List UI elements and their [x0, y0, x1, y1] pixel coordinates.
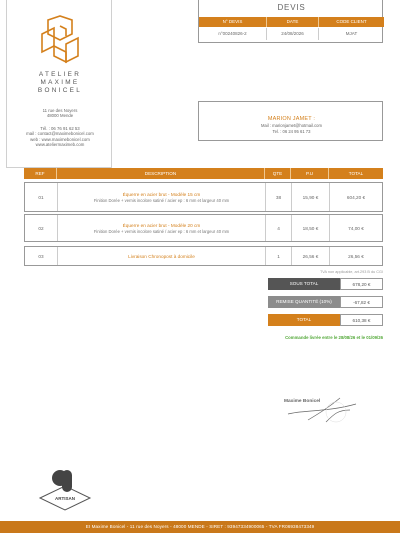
total-value: 610,38 €	[340, 314, 383, 326]
devis-header-number: N° DEVIS	[199, 17, 267, 27]
col-description: DESCRIPTION	[57, 168, 265, 179]
signature-icon	[278, 392, 362, 428]
col-total: TOTAL	[348, 171, 364, 176]
row-total: 26,56 €	[348, 253, 364, 259]
total-row	[268, 314, 383, 326]
col-qte: QTE	[265, 168, 291, 179]
table-row	[24, 246, 383, 266]
row-description	[58, 215, 266, 241]
total-label: TOTAL	[268, 314, 340, 326]
devis-header-row	[199, 17, 384, 27]
signature-name: Maxime Bonicel	[284, 399, 321, 404]
row-subtitle: Finition Dorée + vernis incolore satiné / acier ep : 6 mm et largeur 40 mm	[93, 197, 230, 203]
sous-total-row	[268, 278, 383, 290]
row-qte: 38	[266, 183, 292, 211]
client-box	[198, 101, 383, 141]
row-title: Équerre en acier brut - Modèle 15 cm	[122, 191, 201, 197]
row-pu: 26,56 €	[292, 247, 330, 265]
row-subtitle: Finition Dorée + vernis incolore satiné / acier ep : 6 mm et largeur 40 mm	[93, 228, 230, 234]
devis-value-row	[199, 28, 384, 40]
row-qte: 4	[266, 215, 292, 241]
company-mail[interactable]: mail : contact@maximebonicel.com	[26, 131, 94, 136]
row-pu: 18,50 €	[292, 215, 330, 241]
delivery-note: Commande livrée entre le 28/08/26 et le 01/09/26	[285, 335, 383, 340]
brand-line-3: BONICEL	[37, 87, 83, 94]
company-web-2[interactable]: www.ateliermaximeb.com	[35, 142, 85, 147]
row-description	[58, 247, 266, 265]
devis-title: DEVIS	[277, 3, 306, 12]
client-tel: Tel. : 06 24 95 61 73	[272, 129, 311, 134]
table-row	[24, 182, 383, 212]
brand-line-2: MAXIME	[40, 79, 80, 86]
remise-label: REMISE QUANTITÉ (10%)	[268, 296, 340, 308]
row-title: Équerre en acier brut - Modèle 20 cm	[122, 222, 201, 228]
company-tel: Tél. : 06 76 91 62 53	[40, 126, 80, 131]
company-city: 48000 Mende	[46, 113, 74, 118]
row-qte: 1	[266, 247, 292, 265]
devis-header-date: DATE	[267, 17, 319, 27]
devis-client-code: MJAT	[345, 31, 358, 36]
devis-number: n°00240826-2	[199, 28, 267, 40]
row-total: 604,20 €	[346, 194, 366, 200]
row-ref: 01	[25, 183, 58, 211]
table-row	[24, 214, 383, 242]
devis-box	[198, 0, 383, 43]
remise-value: -67,82 €	[340, 296, 383, 308]
row-ref: 02	[25, 215, 58, 241]
artisan-badge-icon	[38, 466, 92, 514]
col-pu: P.U	[291, 168, 329, 179]
badge-label: ARTISAN	[55, 496, 75, 501]
sous-total-label: SOUS TOTAL	[268, 278, 340, 290]
brand-line-1: ATELIER	[38, 71, 82, 78]
items-table-header	[24, 168, 383, 179]
remise-row	[268, 296, 383, 308]
row-title: Livraison Chronopost à domicile	[128, 253, 195, 259]
client-mail[interactable]: Mail : marionjamet@hotmail.com	[260, 123, 323, 128]
company-web[interactable]: web : www.maximebonicel.com	[30, 137, 90, 142]
client-name: MARION JAMET :	[267, 116, 316, 122]
devis-header-client-code: CODE CLIENT	[336, 19, 367, 24]
row-description	[58, 183, 266, 211]
row-pu: 15,90 €	[292, 183, 330, 211]
devis-date: 24/08/2026	[267, 28, 319, 40]
atelier-logo-icon	[38, 14, 82, 66]
row-ref: 03	[25, 247, 58, 265]
col-ref: REF	[24, 168, 57, 179]
row-total: 74,00 €	[348, 225, 364, 231]
footer: EI Maxime Bonicel - 11 rue des Noyers - 48000 MENDE - SIRET : 93947334900065 - TVA FR06938473349	[0, 521, 400, 533]
sous-total-value: 678,20 €	[340, 278, 383, 290]
tva-note: TVA non applicable, art.293 B du CGI	[319, 270, 383, 274]
company-street: 11 rue des Noyers	[42, 108, 78, 113]
company-panel	[6, 0, 112, 168]
